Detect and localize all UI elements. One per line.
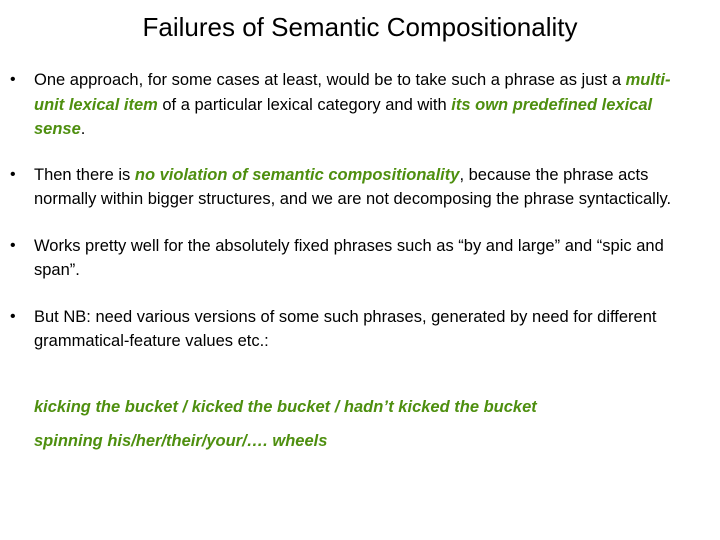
bullet-item (10, 163, 690, 212)
bullet-item (10, 234, 690, 283)
text-run: Works pretty well for the absolutely fixed phrases such as “by and large” and “spic and span”. (34, 236, 664, 279)
example-line: kicking the bucket / kicked the bucket / hadn’t kicked the bucket (34, 398, 537, 416)
example-line: spinning his/her/their/your/…. wheels (34, 432, 328, 450)
bullet-text (34, 68, 690, 142)
highlight-term: its own predefined lexical sense (34, 95, 653, 138)
bullet-text (34, 163, 690, 212)
text-run: One approach, for some cases at least, would be to take such a phrase as just a (34, 71, 626, 89)
bullet-text (34, 305, 690, 354)
bullet-item (10, 68, 690, 142)
text-run: . (80, 120, 86, 138)
bullet-marker: • (10, 307, 16, 325)
bullet-list (10, 68, 690, 354)
text-run: , because the phrase acts normally within bigger structures, and we are not decomposing the phrase syntactically. (34, 165, 672, 208)
bullet-marker: • (10, 71, 16, 88)
bullet-marker: • (10, 236, 16, 254)
bullet-marker: • (10, 165, 16, 183)
bullet-text (34, 234, 690, 283)
text-run: But NB: need various versions of some such phrases, generated by need for different grammatical-feature values etc.: (34, 307, 657, 350)
highlight-term: no violation of semantic compositionality (134, 165, 460, 184)
bullet-item (10, 305, 690, 354)
slide-title: Failures of Semantic Compositionality (142, 12, 578, 42)
highlight-term: multi-unit lexical item (34, 71, 671, 114)
text-run: Then there is (34, 165, 135, 184)
text-run: of a particular lexical category and with (157, 95, 452, 114)
